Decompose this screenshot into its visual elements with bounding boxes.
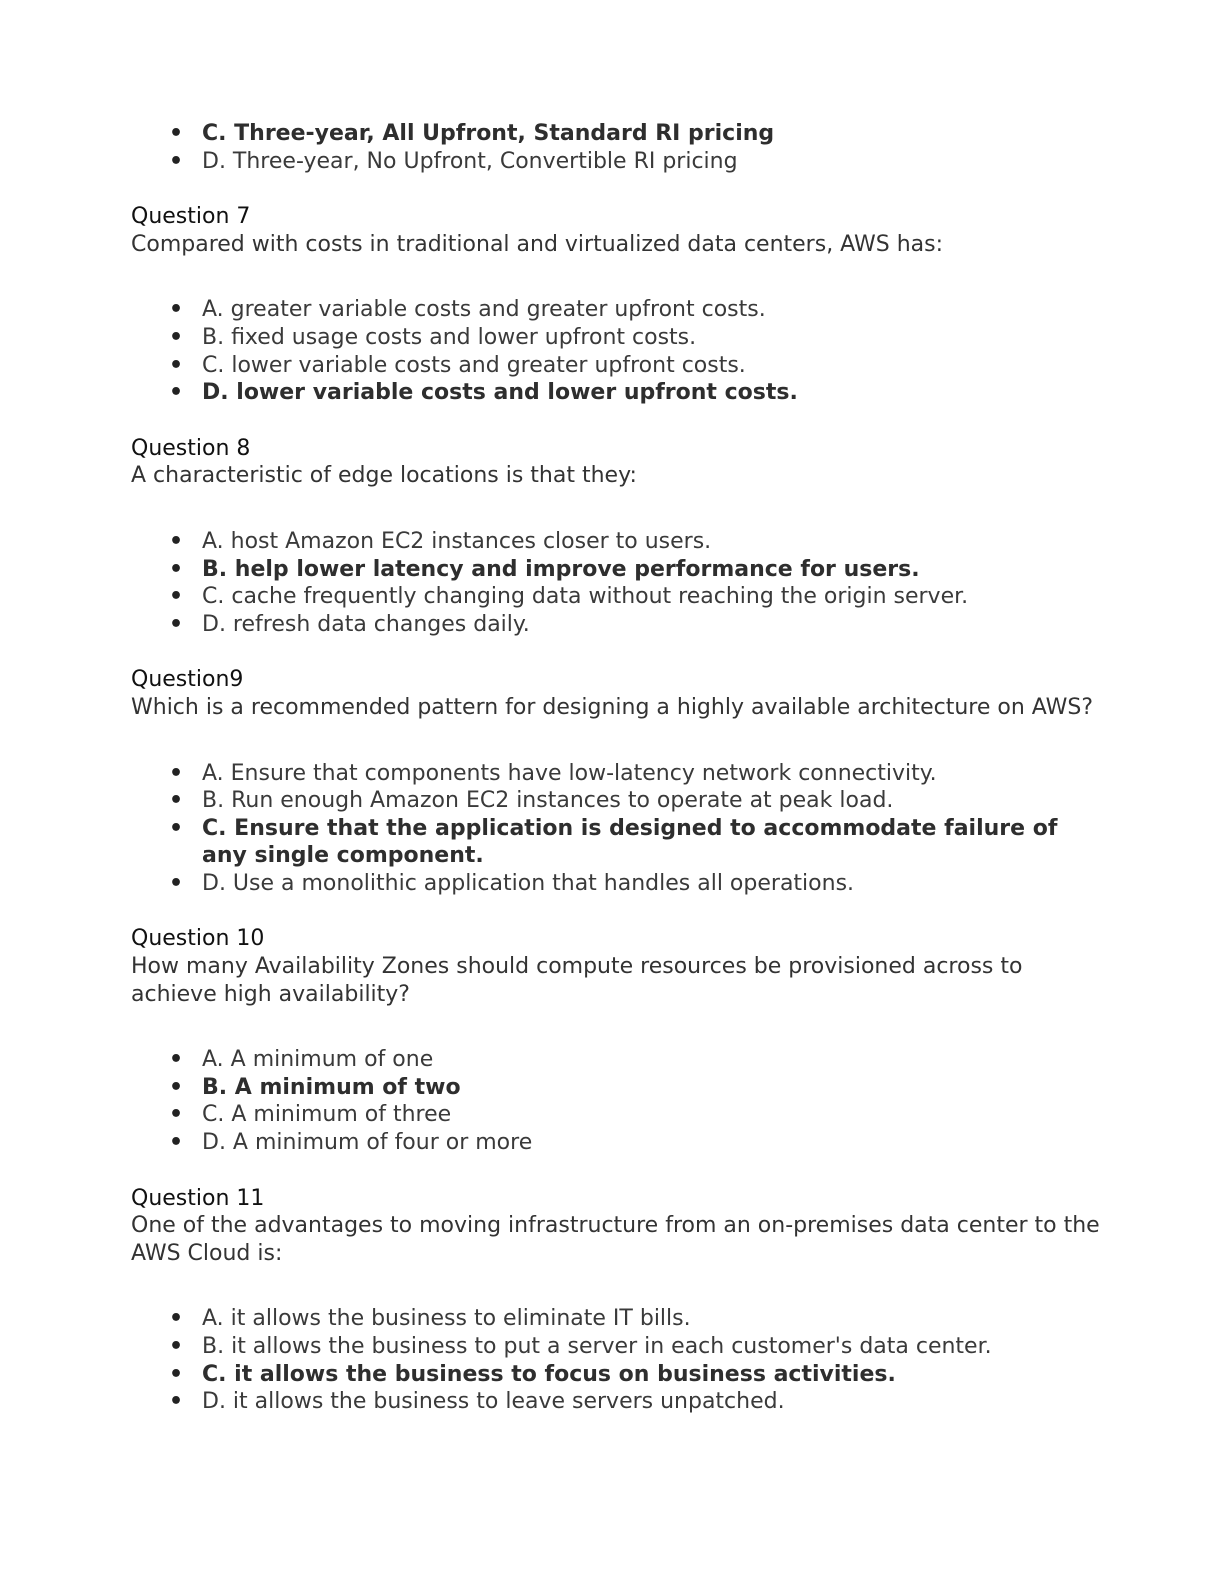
option-text: A. host Amazon EC2 instances closer to users. [202, 528, 712, 554]
option-correct [131, 120, 1101, 148]
option [131, 870, 1101, 898]
question-title: Question 8 [131, 435, 251, 461]
option [131, 148, 1101, 176]
bullet-icon: • [169, 870, 184, 896]
option-text: C. cache frequently changing data without reaching the origin server. [202, 584, 969, 610]
option [131, 611, 1101, 639]
bullet-icon: • [169, 584, 184, 610]
bullet-icon: • [169, 1389, 184, 1415]
bullet-icon: • [169, 380, 184, 406]
option-text: D. lower variable costs and lower upfront costs. [202, 380, 798, 406]
option-text: A. greater variable costs and greater upfront costs. [202, 297, 766, 323]
option-text: A. Ensure that components have low-latency network connectivity. [202, 760, 937, 786]
bullet-icon: • [169, 121, 184, 146]
bullet-icon: • [169, 1130, 184, 1156]
answer-options [131, 760, 1101, 898]
question-text: How many Availability Zones should compute resources be provisioned across to achieve high availability? [131, 954, 1023, 1007]
question-title: Question9 [131, 667, 244, 693]
option [131, 1046, 1101, 1074]
bullet-icon: • [169, 1102, 184, 1128]
question-text: A characteristic of edge locations is that they: [131, 463, 637, 489]
option-text: B. fixed usage costs and lower upfront costs. [202, 324, 697, 350]
bullet-icon: • [169, 148, 184, 174]
option [131, 787, 1101, 815]
option-correct [131, 556, 1101, 584]
question-9 [131, 666, 1101, 897]
bullet-icon: • [169, 352, 184, 378]
option [131, 583, 1101, 611]
option-text: D. A minimum of four or more [202, 1130, 533, 1156]
bullet-icon: • [169, 324, 184, 350]
option-text: A. it allows the business to eliminate IT bills. [202, 1306, 691, 1332]
option-text: C. A minimum of three [202, 1102, 452, 1128]
answer-options [131, 296, 1101, 406]
option [131, 352, 1101, 380]
question-7 [131, 203, 1101, 407]
question-text: Which is a recommended pattern for designing a highly available architecture on AWS? [131, 694, 1094, 720]
question-title: Question 10 [131, 926, 265, 952]
option [131, 528, 1101, 556]
bullet-icon: • [169, 556, 184, 582]
option-text: C. it allows the business to focus on business activities. [202, 1361, 896, 1387]
option [131, 760, 1101, 788]
option [131, 324, 1101, 352]
option [131, 1333, 1101, 1361]
option-text: C. Ensure that the application is designed to accommodate failure of any single component. [202, 815, 1058, 869]
option-text: C. lower variable costs and greater upfront costs. [202, 352, 746, 378]
continued-options [131, 120, 1101, 175]
option [131, 1129, 1101, 1157]
question-text: One of the advantages to moving infrastructure from an on-premises data center to the AWS Cloud is: [131, 1213, 1100, 1266]
bullet-icon: • [169, 1074, 184, 1100]
bullet-icon: • [169, 815, 184, 841]
bullet-icon: • [169, 611, 184, 637]
option-text: B. it allows the business to put a server in each customer's data center. [202, 1334, 992, 1359]
question-10 [131, 925, 1101, 1156]
bullet-icon: • [169, 528, 184, 554]
option-correct [131, 1074, 1101, 1102]
option-text: B. help lower latency and improve performance for users. [202, 556, 920, 582]
option-text: D. Three-year, No Upfront, Convertible RI pricing [202, 148, 738, 174]
option [131, 1305, 1101, 1333]
option-text: D. it allows the business to leave servers unpatched. [202, 1389, 785, 1415]
option-text: B. Run enough Amazon EC2 instances to operate at peak load. [202, 788, 894, 814]
question-title: Question 11 [131, 1185, 265, 1211]
bullet-icon: • [169, 1334, 184, 1359]
option [131, 1101, 1101, 1129]
option-correct [131, 1361, 1101, 1389]
option-text: D. Use a monolithic application that handles all operations. [202, 870, 855, 896]
bullet-icon: • [169, 1047, 184, 1073]
option-correct [131, 379, 1101, 407]
option-text: B. A minimum of two [202, 1074, 461, 1100]
bullet-icon: • [169, 760, 184, 786]
option-text: A. A minimum of one [202, 1047, 434, 1073]
answer-options [131, 528, 1101, 638]
bullet-icon: • [169, 1306, 184, 1332]
answer-options [131, 1046, 1101, 1156]
option-text: D. refresh data changes daily. [202, 611, 530, 637]
option [131, 296, 1101, 324]
option [131, 1388, 1101, 1416]
option-correct [131, 815, 1101, 870]
answer-options [131, 1305, 1101, 1415]
question-title: Question 7 [131, 204, 251, 230]
question-8 [131, 435, 1101, 639]
bullet-icon: • [169, 297, 184, 323]
option-text: C. Three-year, All Upfront, Standard RI pricing [202, 121, 775, 146]
bullet-icon: • [169, 788, 184, 814]
question-11 [131, 1185, 1101, 1416]
document-page [131, 120, 1101, 1416]
bullet-icon: • [169, 1361, 184, 1387]
question-text: Compared with costs in traditional and virtualized data centers, AWS has: [131, 231, 944, 257]
